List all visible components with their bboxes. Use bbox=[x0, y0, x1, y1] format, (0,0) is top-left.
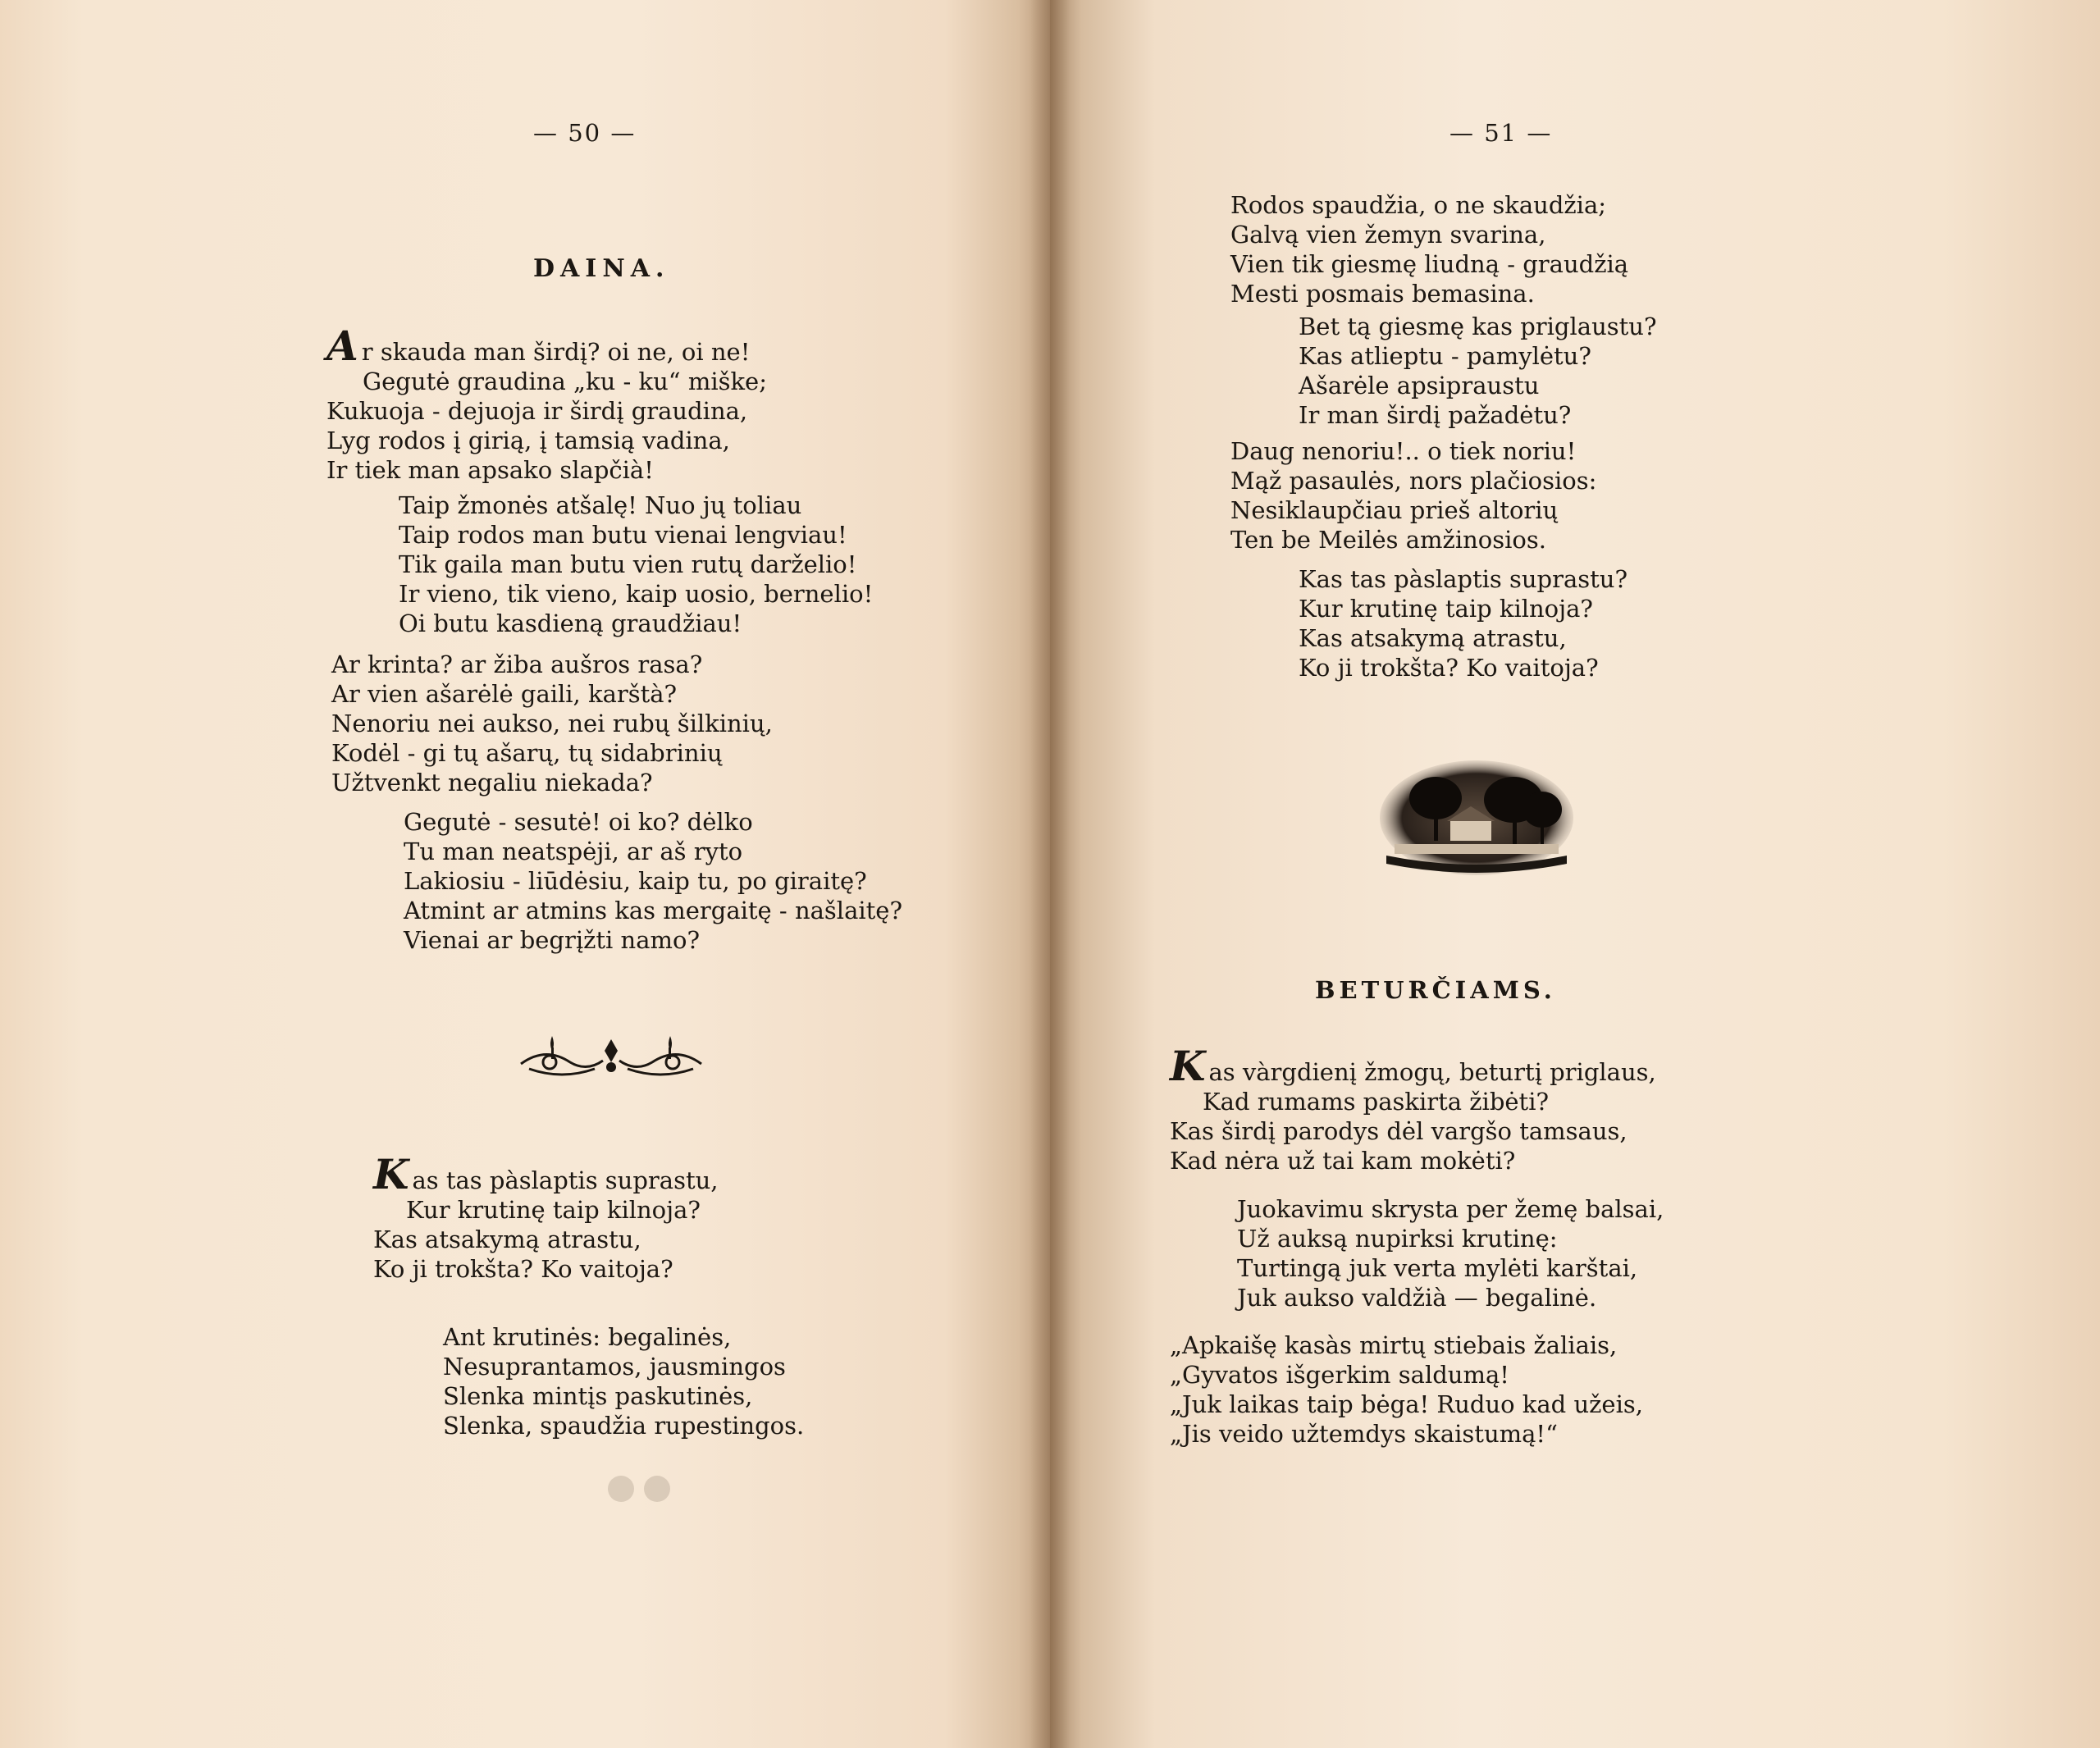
verse-line: Ašarėle apsipraustu bbox=[1299, 372, 1540, 399]
verse-line: Turtingą juk verta mylėti karštai, bbox=[1237, 1254, 1638, 1282]
poem-daina-stanza-2 bbox=[399, 491, 873, 638]
book-gutter bbox=[1029, 0, 1071, 1748]
verse-text: r skauda man širdį? oi ne, oi ne! bbox=[361, 338, 751, 366]
poem-daina-stanza-1 bbox=[326, 322, 767, 485]
poem-beturciams-stanza-3 bbox=[1170, 1330, 1643, 1449]
verse-line: Kas atsakymą atrastu, bbox=[373, 1225, 641, 1253]
verse-line: Nesuprantamos, jausmingos bbox=[443, 1353, 786, 1381]
verse-line: Nenoriu nei aukso, nei rubų šilkinių, bbox=[331, 710, 773, 737]
verse-line: Ant krutinės: begalinės, bbox=[443, 1323, 732, 1351]
verse-line: Ko ji trokšta? Ko vaitoja? bbox=[1299, 654, 1599, 682]
poem-title-beturciams: BETURČIAMS. bbox=[1315, 976, 1556, 1004]
page-number-right: — 51 — bbox=[1449, 119, 1553, 147]
verse-line: Mesti posmais bemasina. bbox=[1230, 280, 1535, 308]
verse-line: Kur krutinę taip kilnoja? bbox=[1299, 595, 1593, 623]
verse-line: Juokavimu skrysta per žemę balsai, bbox=[1237, 1195, 1664, 1223]
verse-line: Kad nėra už tai kam mokėti? bbox=[1170, 1147, 1516, 1175]
poem-kas-stanza-3 bbox=[1230, 190, 1628, 308]
verse-line: Lakiosiu - liūdėsiu, kaip tu, po giraitę? bbox=[404, 867, 867, 895]
verse-line: Kas atlieptu - pamylėtu? bbox=[1299, 342, 1591, 370]
verse-line: „Jis veido užtemdys skaistumą!“ bbox=[1170, 1420, 1558, 1448]
verse-line: Kodėl - gi tų ašarų, tų sidabrinių bbox=[331, 739, 723, 767]
verse-line: Kur krutinę taip kilnoja? bbox=[406, 1196, 701, 1224]
poem-kas-stanza-2 bbox=[443, 1322, 804, 1440]
verse-line: Ar vien ašarėlė gaili, karštà? bbox=[331, 680, 678, 708]
verse-line: Vien tik giesmę liudną - graudžią bbox=[1230, 250, 1629, 278]
verse-line: Tu man neatspėji, ar aš ryto bbox=[404, 837, 743, 865]
verse-line: Juk aukso valdžià — begalinė. bbox=[1237, 1284, 1597, 1312]
landscape-vignette-icon bbox=[1378, 759, 1575, 882]
verse-line: Gegutė - sesutė! oi ko? dėlko bbox=[404, 808, 753, 836]
verse-text: as tas pàslaptis suprastu, bbox=[412, 1166, 719, 1194]
verse-line bbox=[373, 1150, 719, 1198]
verse-line: Užtvenkt negaliu niekada? bbox=[331, 769, 653, 796]
verse-line: Gegutė graudina „ku - ku“ miške; bbox=[363, 367, 767, 395]
poem-beturciams-stanza-1 bbox=[1170, 1042, 1656, 1175]
verse-line: Kas širdį parodys dėl vargšo tamsaus, bbox=[1170, 1117, 1628, 1145]
verse-line: Vienai ar begrįžti namo? bbox=[404, 926, 701, 954]
verse-line bbox=[1170, 1042, 1656, 1090]
verse-line: Kukuoja - dejuoja ir širdį graudina, bbox=[326, 397, 748, 425]
poem-kas-stanza-6 bbox=[1299, 564, 1628, 682]
verse-line: Galvą vien žemyn svarina, bbox=[1230, 221, 1546, 249]
verse-line: Slenka, spaudžia rupestingos. bbox=[443, 1412, 805, 1440]
poem-kas-stanza-4 bbox=[1299, 312, 1657, 430]
verse-line: Ar krinta? ar žiba aušros rasa? bbox=[331, 650, 703, 678]
floral-ornament-icon bbox=[513, 1029, 710, 1087]
verse-line: Tik gaila man butu vien rutų darželio! bbox=[399, 550, 857, 578]
verse-line: Daug nenoriu!.. o tiek noriu! bbox=[1230, 437, 1577, 465]
verse-line: Oi butu kasdieną graudžiau! bbox=[399, 609, 742, 637]
right-page bbox=[1050, 0, 2100, 1748]
verse-line: „Juk laikas taip bėga! Ruduo kad užeis, bbox=[1170, 1390, 1643, 1418]
poem-kas-stanza-1 bbox=[373, 1150, 719, 1284]
verse-line: Mąž pasaulės, nors plačiosios: bbox=[1230, 467, 1597, 495]
verse-line: Rodos spaudžia, o ne skaudžia; bbox=[1230, 191, 1607, 219]
poem-daina-stanza-4 bbox=[404, 807, 902, 955]
double-flower-icon bbox=[603, 1472, 677, 1505]
verse-line: Atmint ar atmins kas mergaitę - našlaitę? bbox=[404, 897, 902, 924]
verse-line: „Apkaišę kasàs mirtų stiebais žaliais, bbox=[1170, 1331, 1618, 1359]
verse-line bbox=[326, 322, 767, 370]
verse-line: Kas tas pàslaptis suprastu? bbox=[1299, 565, 1628, 593]
verse-line: Nesiklaupčiau prieš altorių bbox=[1230, 496, 1559, 524]
verse-line: Ir vieno, tik vieno, kaip uosio, bernelio! bbox=[399, 580, 874, 608]
poem-beturciams-stanza-2 bbox=[1237, 1194, 1664, 1312]
verse-line: Ir tiek man apsako slapčià! bbox=[326, 456, 654, 484]
verse-line: Kad rumams paskirta žibėti? bbox=[1203, 1088, 1550, 1116]
poem-daina-stanza-3 bbox=[331, 650, 773, 797]
verse-line: Taip rodos man butu vienai lengviau! bbox=[399, 521, 847, 549]
verse-line: Lyg rodos į girią, į tamsią vadina, bbox=[326, 427, 730, 454]
poem-title-daina: DAINA. bbox=[533, 254, 670, 283]
poem-kas-stanza-5 bbox=[1230, 436, 1596, 555]
page-number-left: — 50 — bbox=[533, 119, 637, 147]
verse-line: Ir man širdį pažadėtu? bbox=[1299, 401, 1572, 429]
dropcap-a: A bbox=[326, 322, 358, 370]
verse-text: as vàrgdienį žmogų, beturtį priglaus, bbox=[1208, 1058, 1656, 1086]
verse-line: „Gyvatos išgerkim saldumą! bbox=[1170, 1361, 1509, 1389]
verse-line: Slenka mintįs paskutinės, bbox=[443, 1382, 753, 1410]
dropcap-k: K bbox=[1170, 1042, 1206, 1090]
verse-line: Taip žmonės atšalę! Nuo jų toliau bbox=[399, 491, 802, 519]
dropcap-k: K bbox=[373, 1150, 409, 1198]
verse-line: Bet tą giesmę kas priglaustu? bbox=[1299, 313, 1657, 340]
verse-line: Kas atsakymą atrastu, bbox=[1299, 624, 1567, 652]
verse-line: Ten be Meilės amžinosios. bbox=[1230, 526, 1546, 554]
verse-line: Ko ji trokšta? Ko vaitoja? bbox=[373, 1255, 673, 1283]
verse-line: Už auksą nupirksi krutinę: bbox=[1237, 1225, 1558, 1253]
